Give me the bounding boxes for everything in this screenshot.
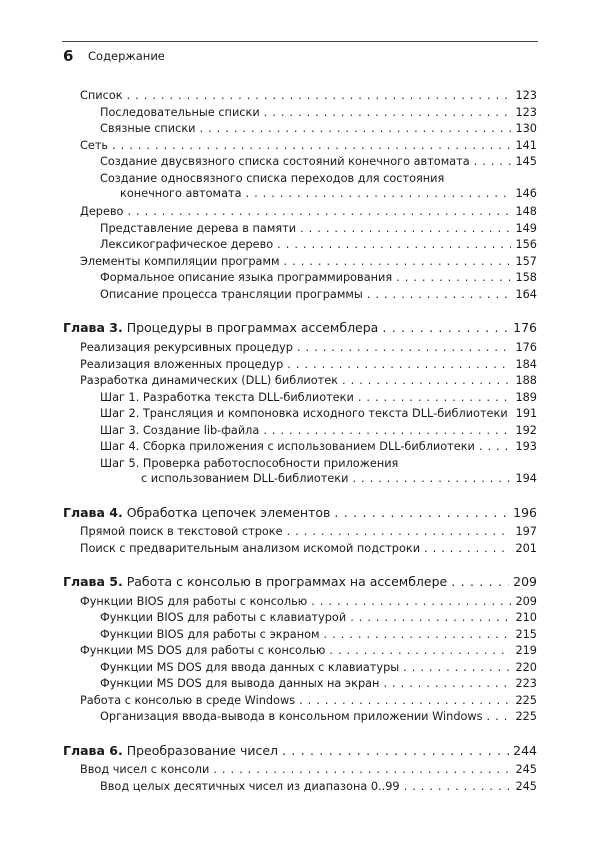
leader-dots bbox=[474, 155, 512, 169]
toc-entry[interactable]: Функции BIOS для работы с консолью . . . 209 bbox=[80, 595, 537, 609]
leader-dots bbox=[367, 288, 512, 302]
page-number: 6 bbox=[63, 47, 74, 65]
leader-dots bbox=[287, 358, 511, 372]
leader-dots bbox=[350, 611, 511, 625]
page-ref: 210 bbox=[515, 611, 537, 624]
page-ref: 219 bbox=[515, 644, 537, 657]
page-ref: 193 bbox=[515, 440, 537, 453]
toc-entry[interactable]: Прямой поиск в текстовой строке . . . 197 bbox=[80, 525, 537, 539]
leader-dots bbox=[287, 525, 512, 539]
toc-entry[interactable]: Список . . . 123 bbox=[80, 89, 537, 103]
leader-dots bbox=[324, 628, 512, 642]
page-ref: 209 bbox=[513, 574, 537, 589]
toc-entry[interactable]: Шаг 1. Разработка текста DLL-библиотеки . . . 189 bbox=[100, 391, 537, 405]
page-ref: 189 bbox=[515, 391, 537, 404]
toc-entry[interactable]: Описание процесса трансляции программы . . . 164 bbox=[100, 288, 537, 302]
page-ref: 223 bbox=[515, 677, 537, 690]
page-ref: 145 bbox=[515, 155, 537, 168]
leader-dots bbox=[451, 575, 509, 589]
leader-dots bbox=[334, 506, 509, 520]
toc-entry[interactable]: Создание двусвязного списка состояний конечного автомата . . . 145 bbox=[100, 155, 537, 169]
page-ref: 194 bbox=[515, 472, 537, 485]
toc-entry[interactable]: с использованием DLL-библиотеки . . . 194 bbox=[141, 472, 537, 486]
toc-entry[interactable]: конечного автомата . . . 146 bbox=[120, 187, 537, 201]
page-ref: 156 bbox=[515, 238, 537, 251]
toc-entry[interactable]: Организация ввода-вывода в консольном приложении Windows . . . 225 bbox=[100, 710, 537, 724]
leader-dots bbox=[329, 644, 511, 658]
leader-dots bbox=[263, 424, 511, 438]
leader-dots bbox=[383, 677, 511, 691]
leader-dots bbox=[277, 238, 511, 252]
leader-dots bbox=[264, 106, 512, 120]
toc-entry[interactable]: Лексикографическое дерево . . . 156 bbox=[100, 238, 537, 252]
toc-chapter-5[interactable]: Глава 5. Работа с консолью в программах на ассемблере . . . 209 bbox=[63, 575, 537, 589]
page-ref: 192 bbox=[515, 424, 537, 437]
toc-entry[interactable]: Разработка динамических (DLL) библиотек . . . 188 bbox=[80, 374, 537, 388]
leader-dots bbox=[297, 341, 511, 355]
leader-dots bbox=[352, 472, 511, 486]
toc-entry[interactable]: Функции BIOS для работы с клавиатурой . . . 210 bbox=[100, 611, 537, 625]
leader-dots bbox=[404, 780, 512, 794]
toc-entry-first-line[interactable]: Создание односвязного списка переходов для состояния bbox=[100, 172, 445, 185]
leader-dots bbox=[479, 440, 512, 454]
toc-entry[interactable]: Функции MS DOS для работы с консолью . . . 219 bbox=[80, 644, 537, 658]
page-ref: 157 bbox=[515, 255, 537, 268]
leader-dots bbox=[213, 763, 511, 777]
toc-entry-first-line[interactable]: Шаг 5. Проверка работоспособности приложения bbox=[100, 457, 399, 470]
page-ref: 158 bbox=[515, 271, 537, 284]
toc-entry[interactable]: Шаг 2. Трансляция и компоновка исходного текста DLL-библиотеки 191 bbox=[100, 407, 538, 420]
leader-dots bbox=[403, 661, 511, 675]
leader-dots bbox=[311, 595, 511, 609]
toc-entry[interactable]: Функции BIOS для работы с экраном . . . 215 bbox=[100, 628, 537, 642]
leader-dots bbox=[300, 222, 511, 236]
page-ref: 196 bbox=[513, 505, 537, 520]
toc-entry[interactable]: Реализация рекурсивных процедур . . . 176 bbox=[80, 341, 537, 355]
page-ref: 244 bbox=[513, 743, 537, 758]
toc-entry[interactable]: Функции MS DOS для ввода данных с клавиатуры . . . 220 bbox=[100, 661, 537, 675]
page-ref: 188 bbox=[515, 374, 537, 387]
toc-entry[interactable]: Ввод чисел с консоли . . . 245 bbox=[80, 763, 537, 777]
toc-entry[interactable]: Представление дерева в памяти . . . 149 bbox=[100, 222, 537, 236]
page-ref: 123 bbox=[515, 106, 537, 119]
toc-entry[interactable]: Формальное описание языка программирования . . . 158 bbox=[100, 271, 537, 285]
page-ref: 191 bbox=[515, 407, 538, 420]
leader-dots bbox=[127, 89, 512, 103]
toc-entry[interactable]: Шаг 4. Сборка приложения с использованием DLL-библиотеки . . . 193 bbox=[100, 440, 537, 454]
toc-chapter-4[interactable]: Глава 4. Обработка цепочек элементов . . . 196 bbox=[63, 506, 537, 520]
toc-entry[interactable]: Поиск с предварительным анализом искомой подстроки . . . 201 bbox=[80, 542, 537, 556]
header-rule bbox=[62, 41, 538, 42]
page-ref: 130 bbox=[515, 122, 537, 135]
leader-dots bbox=[424, 542, 511, 556]
page-ref: 146 bbox=[515, 187, 537, 200]
toc-entry[interactable]: Шаг 3. Создание lib-файла . . . 192 bbox=[100, 424, 537, 438]
page-ref: 215 bbox=[515, 628, 537, 641]
leader-dots bbox=[112, 139, 511, 153]
page-ref: 141 bbox=[515, 139, 537, 152]
leader-dots bbox=[200, 122, 512, 136]
leader-dots bbox=[342, 374, 511, 388]
toc-entry[interactable]: Реализация вложенных процедур . . . 184 bbox=[80, 358, 537, 372]
leader-dots bbox=[487, 710, 512, 724]
leader-dots bbox=[127, 205, 511, 219]
leader-dots bbox=[246, 187, 512, 201]
toc-entry[interactable]: Работа с консолью в среде Windows . . . 225 bbox=[80, 694, 537, 708]
toc-entry[interactable]: Сеть . . . 141 bbox=[80, 139, 537, 153]
toc-entry[interactable]: Связные списки . . . 130 bbox=[100, 122, 537, 136]
page-ref: 225 bbox=[515, 694, 537, 707]
page-ref: 201 bbox=[515, 542, 537, 555]
leader-dots bbox=[284, 255, 512, 269]
page-ref: 149 bbox=[515, 222, 537, 235]
page-ref: 220 bbox=[515, 661, 537, 674]
page-ref: 184 bbox=[515, 358, 537, 371]
page-ref: 148 bbox=[515, 205, 537, 218]
toc-chapter-3[interactable]: Глава 3. Процедуры в программах ассемблера . . . 176 bbox=[63, 321, 537, 335]
leader-dots bbox=[282, 744, 509, 758]
page-ref: 164 bbox=[515, 288, 537, 301]
toc-entry[interactable]: Ввод целых десятичных чисел из диапазона 0..99 . . . 245 bbox=[100, 780, 537, 794]
page-ref: 245 bbox=[515, 763, 537, 776]
toc-entry[interactable]: Последовательные списки . . . 123 bbox=[100, 106, 537, 120]
leader-dots bbox=[358, 391, 512, 405]
leader-dots bbox=[382, 321, 509, 335]
toc-chapter-6[interactable]: Глава 6. Преобразование чисел . . . 244 bbox=[63, 744, 537, 758]
page-ref: 209 bbox=[515, 595, 537, 608]
page-ref: 245 bbox=[515, 780, 537, 793]
toc-entry[interactable]: Элементы компиляции программ . . . 157 bbox=[80, 255, 537, 269]
page-ref: 176 bbox=[513, 320, 537, 335]
page-ref: 176 bbox=[515, 341, 537, 354]
page-ref: 225 bbox=[515, 710, 537, 723]
running-header-title: Содержание bbox=[88, 49, 165, 63]
page-ref: 123 bbox=[515, 89, 537, 102]
toc-entry[interactable]: Дерево . . . 148 bbox=[80, 205, 537, 219]
leader-dots bbox=[396, 271, 511, 285]
leader-dots bbox=[299, 694, 511, 708]
page-ref: 197 bbox=[515, 525, 537, 538]
toc-entry[interactable]: Функции MS DOS для вывода данных на экран . . . 223 bbox=[100, 677, 537, 691]
